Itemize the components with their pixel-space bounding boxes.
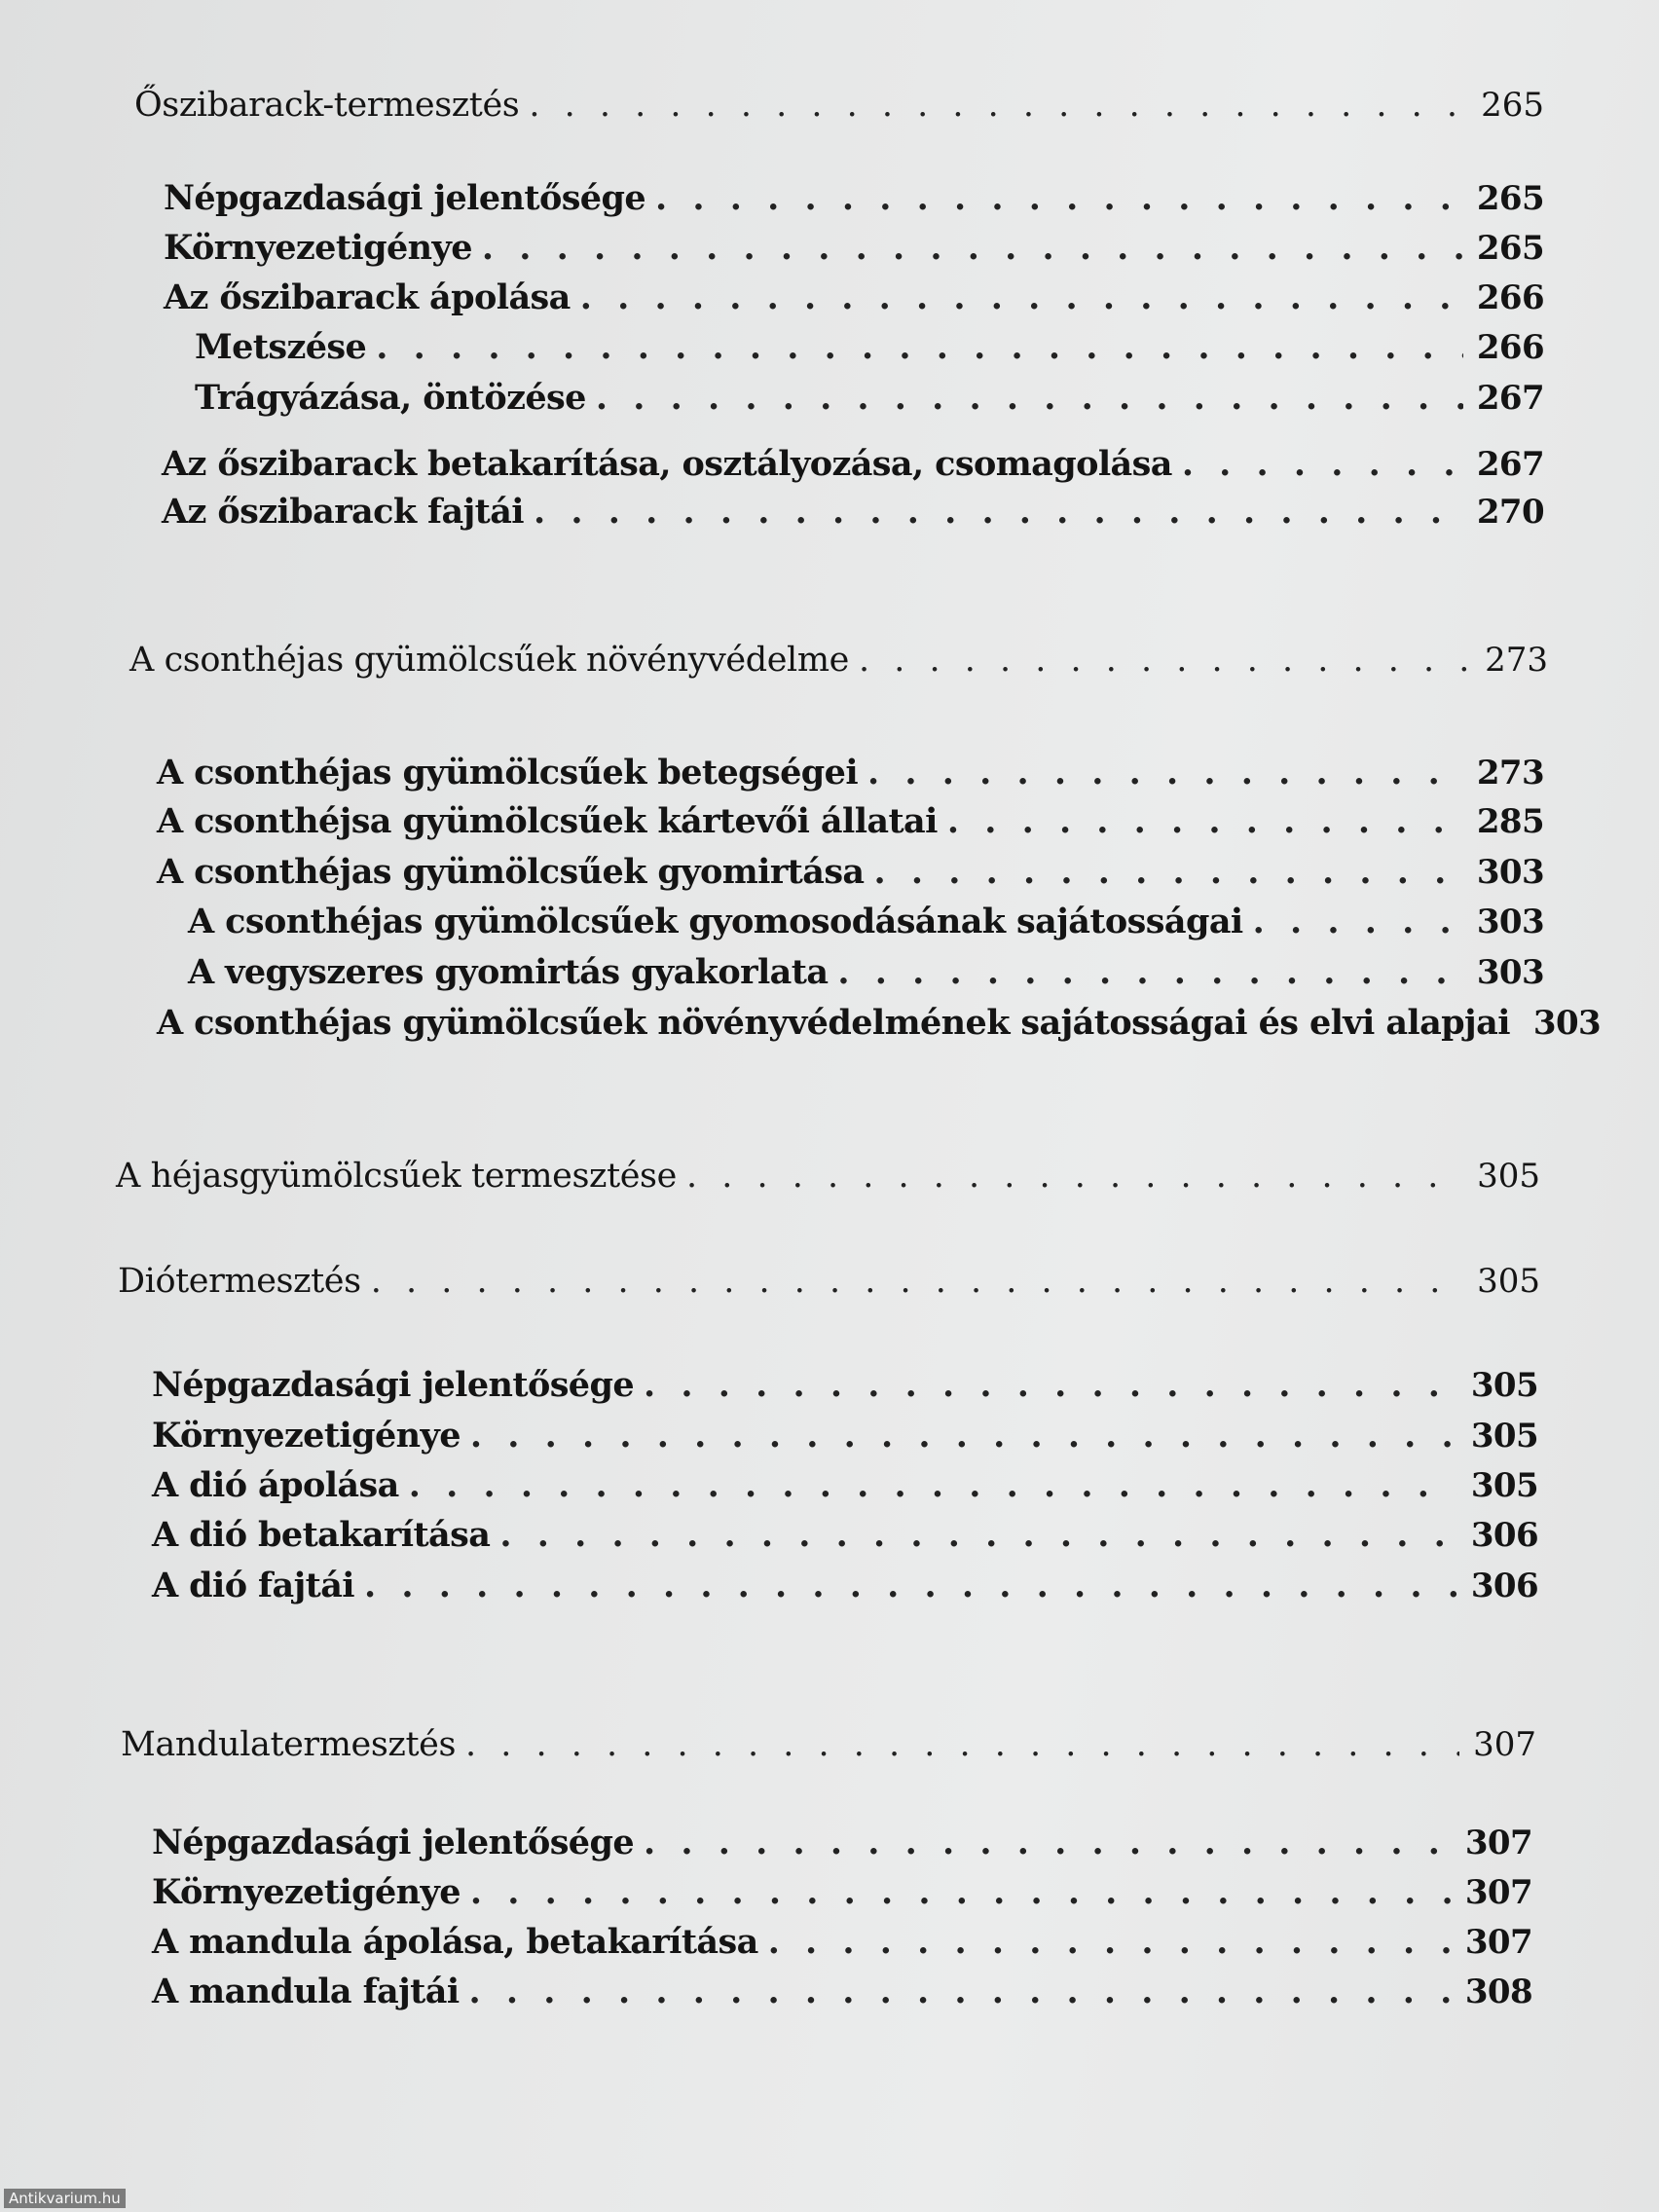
toc-title: A csonthéjas gyümölcsűek gyomirtása (157, 852, 865, 892)
toc-page-number: 267 (1476, 379, 1544, 418)
toc-page-number: 307 (1464, 1873, 1532, 1912)
toc-entry (164, 277, 1544, 317)
toc-page-number: 305 (1470, 1366, 1538, 1405)
toc-title: Az őszibarack fajtái (162, 492, 524, 532)
dot-leader (376, 327, 1463, 367)
dot-leader (534, 492, 1463, 532)
toc-page-number: 303 (1532, 1004, 1602, 1043)
toc-entry (118, 1262, 1540, 1301)
toc-title: A csonthéjas gyümölcsűek betegségei (157, 753, 859, 793)
toc-title: A csonthéjsa gyümölcsűek kártevői állatai (157, 801, 938, 841)
toc-title: Trágyázása, öntözése (195, 378, 586, 418)
toc-page-number: 306 (1470, 1567, 1538, 1605)
dot-leader (655, 178, 1463, 218)
toc-entry (188, 952, 1544, 992)
toc-title: Az őszibarack betakarítása, osztályozása, csomagolása (162, 444, 1172, 484)
toc-page-number: 285 (1476, 802, 1544, 841)
toc-title: Környezetigénye (164, 228, 472, 268)
watermark: Antikvarium.hu (4, 2189, 126, 2208)
toc-entry (152, 1922, 1532, 1962)
toc-entry (134, 86, 1544, 125)
toc-title: A héjasgyümölcsűek termesztése (116, 1157, 677, 1196)
toc-entry (162, 444, 1544, 484)
toc-title: A csonthéjas gyümölcsűek növényvédelme (129, 641, 849, 680)
dot-leader (499, 1515, 1457, 1555)
toc-entry (121, 1725, 1536, 1764)
toc-title: A dió fajtái (152, 1566, 354, 1605)
dot-leader (596, 378, 1463, 418)
toc-page-number: 305 (1477, 1157, 1540, 1196)
toc-title: Őszibarack-termesztés (134, 86, 520, 125)
dot-leader (465, 1725, 1459, 1764)
dot-leader (409, 1465, 1457, 1505)
toc-page-number: 305 (1470, 1466, 1538, 1505)
dot-leader (1182, 444, 1463, 484)
dot-leader (482, 228, 1463, 268)
toc-entry (152, 1416, 1538, 1456)
toc-page-number: 266 (1476, 328, 1544, 367)
toc-entry (152, 1515, 1538, 1555)
toc-title: A csonthéjas gyümölcsűek növényvédelmének sajátosságai és elvi alapjai (157, 1003, 1510, 1043)
toc-title: Környezetigénye (152, 1416, 461, 1456)
toc-page-number: 305 (1470, 1417, 1538, 1456)
toc-title: Diótermesztés (118, 1262, 361, 1301)
toc-page-number: 303 (1476, 853, 1544, 892)
toc-entry (152, 1972, 1532, 2011)
toc-page-number: 270 (1476, 493, 1544, 532)
toc-entry (164, 178, 1544, 218)
toc-title: A mandula fajtái (152, 1972, 460, 2011)
toc-entry (152, 1365, 1538, 1405)
dot-leader (469, 1972, 1452, 2011)
toc-entry (129, 641, 1548, 680)
toc-entry (152, 1465, 1538, 1505)
dot-leader (371, 1262, 1463, 1301)
toc-title: A csonthéjas gyümölcsűek gyomosodásának sajátosságai (188, 902, 1243, 941)
toc-title: Az őszibarack ápolása (164, 277, 571, 317)
toc-title: A mandula ápolása, betakarítása (152, 1922, 758, 1962)
toc-entry (152, 1823, 1532, 1862)
toc-page-number: 303 (1476, 903, 1544, 941)
dot-leader (686, 1157, 1463, 1196)
toc-page-number: 265 (1476, 179, 1544, 218)
dot-leader (874, 852, 1463, 892)
dot-leader (1253, 902, 1463, 941)
toc-page-number: 305 (1477, 1262, 1540, 1301)
toc-entry (152, 1872, 1532, 1912)
toc-entry (157, 852, 1544, 892)
toc-page-number: 308 (1464, 1972, 1532, 2011)
toc-page-number: 307 (1464, 1824, 1532, 1862)
dot-leader (580, 277, 1463, 317)
toc-page-number: 265 (1481, 86, 1544, 125)
dot-leader (837, 952, 1462, 992)
dot-leader (364, 1566, 1457, 1605)
toc-title: A vegyszeres gyomirtás gyakorlata (188, 952, 829, 992)
dot-leader (470, 1872, 1452, 1912)
dot-leader (859, 641, 1471, 680)
toc-entry (157, 753, 1544, 793)
toc-entry (116, 1157, 1540, 1196)
toc-title: Metszése (195, 327, 367, 367)
dot-leader (644, 1823, 1452, 1862)
toc-page-number: 273 (1476, 754, 1544, 793)
dot-leader (768, 1922, 1452, 1962)
toc-title: Környezetigénye (152, 1872, 461, 1912)
toc-page-number: 267 (1476, 445, 1544, 484)
toc-entry (195, 378, 1544, 418)
toc-page-number: 273 (1485, 641, 1548, 680)
dot-leader (529, 86, 1467, 125)
toc-entry (162, 492, 1544, 532)
toc-title: Népgazdasági jelentősége (152, 1823, 635, 1862)
toc-entry (157, 801, 1544, 841)
dot-leader (947, 801, 1463, 841)
toc-page-number: 307 (1473, 1725, 1536, 1764)
toc-page-number: 266 (1476, 278, 1544, 317)
toc-entry (164, 228, 1544, 268)
dot-leader (644, 1365, 1457, 1405)
toc-page-number: 265 (1476, 229, 1544, 268)
toc-page-number: 307 (1464, 1923, 1532, 1962)
toc-page-number: 303 (1476, 953, 1544, 992)
toc-title: Népgazdasági jelentősége (152, 1365, 635, 1405)
dot-leader (867, 753, 1463, 793)
toc-entry (157, 1003, 1602, 1043)
toc-entry (152, 1566, 1538, 1605)
dot-leader (470, 1416, 1457, 1456)
toc-title: A dió betakarítása (152, 1515, 491, 1555)
toc-title: A dió ápolása (152, 1465, 399, 1505)
toc-title: Mandulatermesztés (121, 1725, 457, 1764)
toc-entry (195, 327, 1544, 367)
toc-page-number: 306 (1470, 1516, 1538, 1555)
toc-entry (188, 902, 1544, 941)
toc-title: Népgazdasági jelentősége (164, 178, 646, 218)
